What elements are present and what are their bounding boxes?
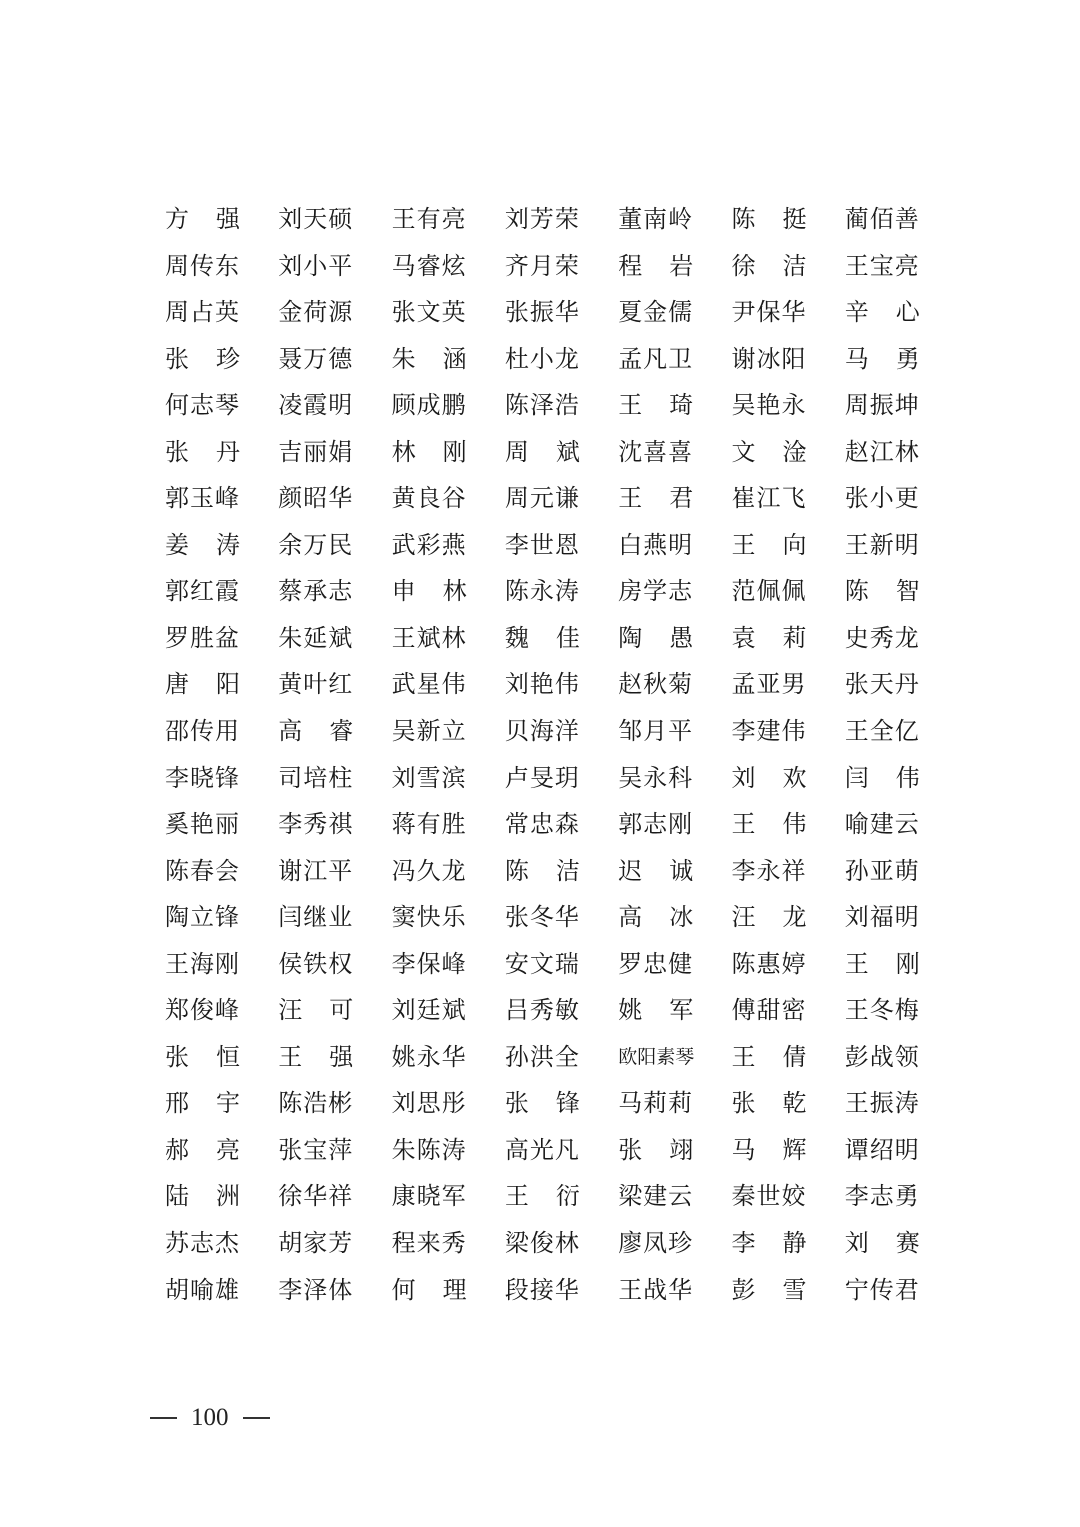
- name-entry: 周振坤: [844, 391, 920, 420]
- surname: 高: [278, 717, 304, 746]
- surname: 高: [618, 903, 644, 932]
- given-name: 挺: [782, 205, 808, 233]
- given-name: 乾: [782, 1089, 808, 1118]
- given-name: 勇: [895, 344, 921, 373]
- name-entry: 罗忠健: [618, 949, 694, 978]
- surname: 马: [731, 1135, 757, 1164]
- surname: 彭: [731, 1275, 757, 1304]
- name-entry: 郭玉峰: [165, 484, 240, 513]
- name-entry: 武星伟: [391, 670, 467, 699]
- surname: 李: [731, 1229, 757, 1258]
- name-entry: 刘福明: [844, 903, 920, 932]
- given-name: 伟: [895, 763, 921, 792]
- name-entry: 谢江平: [278, 856, 354, 885]
- surname: 张: [165, 437, 190, 466]
- name-entry: 徐华祥: [278, 1182, 354, 1211]
- given-name: 亮: [216, 1135, 241, 1164]
- name-entry: 高光凡: [504, 1135, 580, 1164]
- given-name: 刚: [895, 949, 921, 978]
- name-entry: 陈春会: [165, 856, 240, 885]
- name-entry: 陈浩彬: [278, 1089, 354, 1118]
- dash-left: [150, 1417, 177, 1419]
- surname: 申: [391, 577, 417, 606]
- given-name: 赛: [895, 1229, 921, 1258]
- name-entry: [505, 1177, 581, 1215]
- given-name: 辉: [782, 1135, 808, 1164]
- name-entry: [731, 433, 807, 471]
- name-entry: 王振涛: [844, 1089, 920, 1118]
- dash-right: [243, 1417, 270, 1419]
- given-name: 洁: [555, 856, 581, 885]
- name-entry: 黄良谷: [391, 484, 467, 513]
- given-name: 伟: [782, 810, 808, 839]
- name-entry: 窦快乐: [391, 903, 467, 932]
- name-entry: 闫继业: [278, 903, 354, 932]
- surname: 陈: [844, 577, 870, 606]
- name-entry: [845, 340, 921, 378]
- given-name: 愚: [669, 623, 695, 652]
- name-entry: 郭红霞: [165, 577, 240, 606]
- name-entry: [731, 1131, 807, 1169]
- surname: 何: [391, 1275, 417, 1304]
- given-name: 可: [329, 996, 355, 1025]
- name-entry: 张冬华: [504, 903, 580, 932]
- name-entry: [731, 526, 807, 564]
- name-entry: [731, 898, 807, 936]
- surname: 魏: [504, 623, 530, 652]
- given-name: 恒: [216, 1042, 241, 1071]
- name-entry: 冯久龙: [391, 856, 467, 885]
- given-name: 智: [895, 577, 921, 606]
- surname: 张: [504, 1089, 530, 1118]
- name-entry: [731, 619, 807, 657]
- surname: 王: [618, 391, 644, 420]
- surname: 刘: [844, 1229, 870, 1258]
- name-entry: [165, 526, 241, 564]
- name-entry: [845, 945, 921, 983]
- name-entry: [278, 991, 354, 1029]
- given-name: 诚: [669, 856, 695, 885]
- name-entry: 周元谦: [504, 484, 580, 513]
- name-entry: [731, 1038, 807, 1076]
- name-entry: 张文英: [391, 298, 467, 327]
- name-entry: 胡喻雄: [165, 1275, 240, 1304]
- given-name: 宇: [216, 1089, 241, 1118]
- name-entry: 欧阳素琴: [618, 1045, 695, 1068]
- name-entry: 吴艳永: [731, 391, 807, 420]
- surname: 马: [844, 344, 870, 373]
- name-entry: 刘雪滨: [391, 763, 467, 792]
- name-entry: [165, 665, 241, 703]
- given-name: 欢: [782, 763, 808, 792]
- given-name: 君: [669, 484, 695, 513]
- name-entry: 王冬梅: [844, 996, 920, 1025]
- name-entry: 傅甜密: [731, 996, 807, 1025]
- name-entry: 卢旻玥: [504, 763, 580, 792]
- given-name: 理: [442, 1275, 468, 1304]
- name-entry: 孟凡卫: [618, 344, 694, 373]
- name-entry: [392, 1271, 468, 1309]
- given-name: 林: [442, 577, 468, 606]
- name-entry: 金荷源: [278, 298, 354, 327]
- surname: 王: [618, 484, 644, 513]
- name-entry: 马莉莉: [618, 1089, 694, 1118]
- name-entry: [505, 852, 581, 890]
- name-entry: 吉丽娟: [278, 437, 354, 466]
- surname: 林: [391, 437, 417, 466]
- surname: 朱: [391, 344, 417, 373]
- surname: 陈: [731, 205, 757, 233]
- name-entry: 王有亮: [391, 205, 467, 233]
- name-entry: 宁传君: [844, 1275, 920, 1304]
- name-entry: 朱陈涛: [391, 1135, 467, 1164]
- name-entry: [618, 386, 694, 424]
- name-entry: [165, 433, 241, 471]
- name-entry: 陶立锋: [165, 903, 240, 932]
- surname: 辛: [844, 298, 870, 327]
- name-entry: [731, 247, 807, 285]
- name-entry: [165, 1084, 241, 1122]
- surname: 徐: [731, 251, 757, 280]
- name-entry: [505, 1084, 581, 1122]
- name-entry: [165, 340, 241, 378]
- given-name: 洲: [216, 1182, 241, 1211]
- name-entry: 凌霞明: [278, 391, 354, 420]
- given-name: 珍: [216, 344, 241, 373]
- given-name: 向: [782, 530, 808, 559]
- given-name: 淦: [782, 437, 808, 466]
- name-entry: [731, 1271, 807, 1309]
- given-name: 静: [782, 1229, 808, 1258]
- name-entry: 胡家芳: [278, 1229, 354, 1258]
- surname: 姚: [618, 996, 644, 1025]
- name-entry: 张宝萍: [278, 1135, 354, 1164]
- surname: 张: [165, 344, 190, 373]
- name-entry: 周占英: [165, 298, 240, 327]
- surname: 邢: [165, 1089, 190, 1118]
- name-entry: 杜小龙: [504, 344, 580, 373]
- surname: 张: [731, 1089, 757, 1118]
- name-entry: 王全亿: [844, 717, 920, 746]
- name-entry: 沈喜喜: [618, 437, 694, 466]
- name-entry: 刘思彤: [391, 1089, 467, 1118]
- name-entry: 郑俊峰: [165, 996, 240, 1025]
- given-name: 睿: [329, 717, 355, 746]
- name-entry: 赵秋菊: [618, 670, 694, 699]
- name-entry: 贝海洋: [504, 717, 580, 746]
- page-footer: [150, 1403, 270, 1433]
- surname: 王: [731, 810, 757, 839]
- name-entry: [165, 200, 241, 238]
- surname: 姜: [165, 530, 190, 559]
- given-name: 涛: [216, 530, 241, 559]
- name-entry: 奚艳丽: [165, 810, 240, 839]
- name-entry: [731, 200, 807, 238]
- given-name: 阳: [216, 670, 241, 699]
- name-entry: 陈惠婷: [731, 949, 807, 978]
- name-entry: 马睿炫: [391, 251, 467, 280]
- surname: 王: [731, 530, 757, 559]
- given-name: 锋: [555, 1089, 581, 1118]
- name-entry: 梁建云: [618, 1182, 694, 1211]
- surname: 张: [618, 1135, 644, 1164]
- name-entry: 康晓军: [391, 1182, 467, 1211]
- name-entry: 秦世姣: [731, 1182, 807, 1211]
- surname: 刘: [731, 763, 757, 792]
- name-entry: 周传东: [165, 251, 240, 280]
- given-name: 岩: [669, 251, 695, 280]
- name-entry: 夏金儒: [618, 298, 694, 327]
- name-entry: 蒋有胜: [391, 810, 467, 839]
- name-entry: 武彩燕: [391, 530, 467, 559]
- name-entry: 邵传用: [165, 717, 240, 746]
- name-entry: 彭战领: [844, 1042, 920, 1071]
- name-entry: 孙洪全: [504, 1042, 580, 1071]
- name-entry: 郭志刚: [618, 810, 694, 839]
- surname: 王: [731, 1042, 757, 1071]
- name-entry: 李秀祺: [278, 810, 354, 839]
- surname: 程: [618, 251, 644, 280]
- name-entry: 聂万德: [278, 344, 354, 373]
- surname: 汪: [278, 996, 304, 1025]
- name-entry: [165, 1177, 241, 1215]
- given-name: 涵: [442, 344, 468, 373]
- name-entry: 王新明: [844, 530, 920, 559]
- name-entry: 尹保华: [731, 298, 807, 327]
- name-entry: 吴永科: [618, 763, 694, 792]
- name-entry: 崔江飞: [731, 484, 807, 513]
- name-entry: 程来秀: [391, 1229, 467, 1258]
- given-name: 斌: [555, 437, 581, 466]
- name-entry: 刘小平: [278, 251, 354, 280]
- name-entry: [618, 247, 694, 285]
- name-entry: 李泽体: [278, 1275, 354, 1304]
- name-entry: [618, 1131, 694, 1169]
- given-name: 雪: [782, 1275, 808, 1304]
- given-name: 佳: [555, 623, 581, 652]
- page-number: 100: [191, 1404, 229, 1431]
- given-name: 丹: [216, 437, 241, 466]
- name-entry: 刘芳荣: [504, 205, 580, 233]
- surname: 王: [844, 949, 870, 978]
- name-entry: 孟亚男: [731, 670, 807, 699]
- given-name: 衍: [555, 1182, 581, 1211]
- name-entry: [392, 340, 468, 378]
- name-entry: 安文瑞: [504, 949, 580, 978]
- name-entry: 陈泽浩: [504, 391, 580, 420]
- name-entry: [618, 479, 694, 517]
- name-entry: [618, 852, 694, 890]
- surname: 郝: [165, 1135, 190, 1164]
- name-entry: 范佩佩: [731, 577, 807, 606]
- name-entry: 常忠森: [504, 810, 580, 839]
- name-entry: [392, 433, 468, 471]
- name-entry: 李世恩: [504, 530, 580, 559]
- name-entry: [845, 293, 921, 331]
- name-entry: 白燕明: [618, 530, 694, 559]
- name-entry: 吴新立: [391, 717, 467, 746]
- name-entry: 张天丹: [844, 670, 920, 699]
- name-entry: [165, 1038, 241, 1076]
- given-name: 翊: [669, 1135, 695, 1164]
- name-entry: [845, 1224, 921, 1262]
- surname: 王: [278, 1042, 304, 1071]
- given-name: 刚: [442, 437, 468, 466]
- surname: 陶: [618, 623, 644, 652]
- given-name: 强: [329, 1042, 355, 1071]
- name-entry: [618, 619, 694, 657]
- name-entry: 李志勇: [844, 1182, 920, 1211]
- surname: 陈: [504, 856, 530, 885]
- surname: 迟: [618, 856, 644, 885]
- name-entry: 谭绍明: [844, 1135, 920, 1164]
- name-entry: 李建伟: [731, 717, 807, 746]
- name-entry: 朱延斌: [278, 623, 354, 652]
- given-name: 洁: [782, 251, 808, 280]
- name-entry: 罗胜盆: [165, 623, 240, 652]
- surname: 唐: [165, 670, 190, 699]
- name-entry: 齐月荣: [504, 251, 580, 280]
- name-entry: 刘艳伟: [504, 670, 580, 699]
- name-entry: [731, 759, 807, 797]
- name-entry: 喻建云: [844, 810, 920, 839]
- name-entry: 邹月平: [618, 717, 694, 746]
- given-name: 倩: [782, 1042, 808, 1071]
- given-name: 莉: [782, 623, 808, 652]
- surname: 文: [731, 437, 757, 466]
- name-entry: 李晓锋: [165, 763, 240, 792]
- name-entry: 蔺佰善: [844, 205, 920, 233]
- name-entry: 张振华: [504, 298, 580, 327]
- name-entry: 王战华: [618, 1275, 694, 1304]
- name-entry: 梁俊林: [504, 1229, 580, 1258]
- name-entry: 李保峰: [391, 949, 467, 978]
- name-entry: 何志琴: [165, 391, 240, 420]
- name-entry: [731, 805, 807, 843]
- name-entry: 王海刚: [165, 949, 240, 978]
- name-entry: [278, 712, 354, 750]
- surname: 方: [165, 205, 190, 233]
- name-entry: 董南岭: [618, 205, 694, 233]
- name-entry: [731, 1224, 807, 1262]
- name-entry: 姚永华: [391, 1042, 467, 1071]
- given-name: 军: [669, 996, 695, 1025]
- surname: 袁: [731, 623, 757, 652]
- name-entry: [165, 1131, 241, 1169]
- name-entry: 黄叶红: [278, 670, 354, 699]
- name-entry: 侯铁权: [278, 949, 354, 978]
- name-entry: 吕秀敏: [504, 996, 580, 1025]
- name-entry: 刘廷斌: [391, 996, 467, 1025]
- given-name: 强: [216, 205, 241, 233]
- name-entry: 房学志: [618, 577, 694, 606]
- name-entry: 王宝亮: [844, 251, 920, 280]
- given-name: 冰: [669, 903, 695, 932]
- name-entry: 王斌林: [391, 623, 467, 652]
- surname: 陆: [165, 1182, 190, 1211]
- name-entry: [618, 991, 694, 1029]
- name-entry: 顾成鹏: [391, 391, 467, 420]
- name-entry: 张小更: [844, 484, 920, 513]
- name-entry: 司培柱: [278, 763, 354, 792]
- name-entry: 余万民: [278, 530, 354, 559]
- surname: 周: [504, 437, 530, 466]
- name-entry: 赵江林: [844, 437, 920, 466]
- name-entry: [505, 433, 581, 471]
- name-entry: 刘天硕: [278, 205, 354, 233]
- name-entry: 苏志杰: [165, 1229, 240, 1258]
- name-entry: [392, 572, 468, 610]
- name-entry: 段接华: [504, 1275, 580, 1304]
- name-entry: 李永祥: [731, 856, 807, 885]
- name-entry: 陈永涛: [504, 577, 580, 606]
- given-name: 琦: [669, 391, 695, 420]
- given-name: 龙: [782, 903, 808, 932]
- name-entry: [278, 1038, 354, 1076]
- name-list-grid: [165, 200, 958, 1317]
- name-entry: [731, 1084, 807, 1122]
- surname: 张: [165, 1042, 190, 1071]
- name-entry: [505, 619, 581, 657]
- surname: 闫: [844, 763, 870, 792]
- given-name: 心: [895, 298, 921, 327]
- name-entry: [618, 898, 694, 936]
- name-entry: 谢冰阳: [731, 344, 807, 373]
- name-entry: 颜昭华: [278, 484, 354, 513]
- surname: 汪: [731, 903, 757, 932]
- name-entry: [845, 572, 921, 610]
- name-entry: 廖凤珍: [618, 1229, 694, 1258]
- name-entry: [845, 759, 921, 797]
- surname: 王: [504, 1182, 530, 1211]
- name-entry: 孙亚萌: [844, 856, 920, 885]
- name-entry: 蔡承志: [278, 577, 354, 606]
- name-entry: 史秀龙: [844, 623, 920, 652]
